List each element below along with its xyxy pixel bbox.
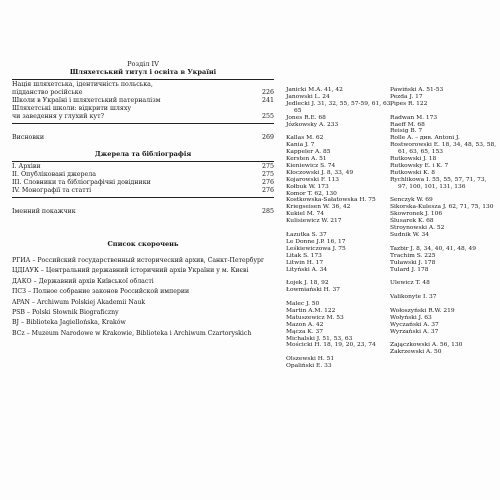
toc-entry-title: ІV. Монографії та статті <box>12 186 92 194</box>
abbreviation-code: ДАКО <box>12 277 32 285</box>
abbreviation-item <box>12 299 274 307</box>
index-entry[interactable]: Pipes R. 122 <box>390 100 428 107</box>
index-entry[interactable]: Pezda J. 17 <box>390 93 423 100</box>
index-entry[interactable]: Kieniewicz S. 74 <box>286 162 336 169</box>
toc-entry-page: 275 <box>261 171 274 179</box>
index-spacer <box>286 349 382 356</box>
index-entry[interactable]: Litwin H. 17 <box>286 259 324 266</box>
index-entry[interactable]: Lityński A. 34 <box>286 266 328 273</box>
toc-entry[interactable] <box>12 81 274 89</box>
index-entry[interactable]: Kersten A. 51 <box>286 156 327 163</box>
abbreviation-code: BCz <box>12 329 25 337</box>
index-entry[interactable]: Mazon A. 42 <box>286 321 324 328</box>
index-entry[interactable]: Rostworowski E. 18, 34, 48, 53, 58, <box>390 142 497 149</box>
index-spacer <box>286 273 382 280</box>
index-entry[interactable]: Reisig B. 7 <box>390 128 423 135</box>
index-entry[interactable]: Michalski J. 51, 53, 63 <box>286 335 353 342</box>
index-spacer <box>286 225 382 232</box>
index-column-1 <box>286 87 393 370</box>
abbreviation-description: – Biblioteka Jagiellońska, Kraków <box>21 319 126 327</box>
index-entry[interactable]: Trachim S. 225 <box>390 252 436 259</box>
index-entry[interactable]: Leśkiewiczowa J. 75 <box>286 245 346 252</box>
abbreviation-code: РГИА <box>12 257 31 265</box>
index-entry[interactable]: Rutkowski J. 18 <box>390 156 437 163</box>
index-entry[interactable]: Skowronek J. 106 <box>390 211 443 218</box>
index-entry[interactable]: Senczyk W. 69 <box>390 197 433 204</box>
index-entry[interactable]: Raeff M. 68 <box>390 121 425 128</box>
index-entry[interactable]: Sikorska-Kulesza J. 62, 71, 75, 130 <box>390 204 494 211</box>
index-spacer <box>286 128 382 135</box>
toc-entry-page: 276 <box>261 178 274 186</box>
toc-entry-title: підданство російське <box>12 89 83 97</box>
toc-list <box>12 81 274 121</box>
toc-entry[interactable] <box>12 89 274 97</box>
index-entry[interactable]: Mącza K. 37 <box>286 328 323 335</box>
abbreviation-item <box>12 267 274 275</box>
index-entry[interactable]: Janowski L. 24 <box>286 93 330 100</box>
index-entry[interactable]: Wyrzański A. 37 <box>390 328 439 335</box>
toc-entry-title: Висновки <box>12 133 45 141</box>
toc-entry-title: Нація шляхетська, ідентичність польська, <box>12 81 153 89</box>
abbreviation-item <box>12 278 274 286</box>
abbreviation-code: ЦДІАУК <box>12 267 39 275</box>
index-entry[interactable]: Jedlecki J. 31, 32, 55, 57-59, 61, 63, <box>286 100 393 107</box>
index-entry[interactable]: Kukiel M. 74 <box>286 211 325 218</box>
divider <box>12 161 274 162</box>
index-column-2 <box>390 87 496 356</box>
index-entry[interactable]: Sudnik W. 34 <box>390 232 429 238</box>
index-entry[interactable]: Tulard J. 178 <box>390 266 429 273</box>
abbreviation-item <box>12 257 274 265</box>
index-entry[interactable]: Wyczański A. 37 <box>390 321 439 328</box>
index-spacer <box>390 301 496 308</box>
index-entry[interactable]: Tazbir J. 8, 34, 40, 41, 48, 49 <box>390 245 477 252</box>
toc-entry[interactable] <box>12 163 274 171</box>
toc-conclusions[interactable] <box>12 134 274 142</box>
index-entry[interactable]: Kallas M. 62 <box>286 135 324 142</box>
toc-entry-page: 241 <box>261 97 274 105</box>
abbreviation-code: ПСЗ <box>12 288 26 296</box>
divider <box>12 197 274 198</box>
toc-name-index[interactable] <box>12 208 274 216</box>
index-entry[interactable]: Łojek J. 18, 92 <box>286 280 329 287</box>
index-entry[interactable]: Łazutka S. 37 <box>286 232 327 238</box>
abbreviation-description: – Полное собрание законов Российской империи <box>27 288 190 296</box>
index-entry[interactable]: Matuszewicz M. 53 <box>286 314 344 321</box>
index-spacer <box>390 191 496 198</box>
divider <box>12 79 274 80</box>
index-entry[interactable]: Józkowsky A. 233 <box>286 121 339 128</box>
abbreviation-description: – Державний архів Київської області <box>33 277 154 285</box>
index-entry[interactable]: Valikonyte I. 37 <box>390 294 437 301</box>
sources-list <box>12 163 274 195</box>
abbreviation-description: – Archiwum Polskiej Akademii Nauk <box>31 298 146 306</box>
section-subheading: Шляхетський титул і освіта в Україні <box>69 68 217 77</box>
index-entry[interactable]: Kłoczowski J. 8, 33, 49 <box>286 169 354 176</box>
index-entry[interactable]: Le Donne J.P. 16, 17 <box>286 238 346 245</box>
sources-heading: Джерела та бібліографія <box>94 150 192 159</box>
index-entry[interactable]: Łowmiański H. 37 <box>286 287 341 294</box>
section-heading: Розділ IV <box>127 60 159 68</box>
index-entry[interactable]: Litak S. 173 <box>286 252 322 259</box>
index-spacer <box>286 294 382 301</box>
abbreviations-heading: Список скорочень <box>107 239 179 248</box>
toc-entry[interactable] <box>12 97 274 105</box>
index-spacer <box>390 336 496 343</box>
index-entry[interactable]: Kania J. 7 <box>286 142 315 149</box>
abbreviation-code: APAN <box>12 298 30 306</box>
index-entry[interactable]: Ulewicz T. 48 <box>390 280 430 287</box>
index-entry[interactable]: Mościcki H. 18, 19, 20, 23, 74 <box>286 342 376 349</box>
index-entry[interactable]: Pawiński A. 51-53 <box>390 87 444 93</box>
toc-entry[interactable] <box>12 179 274 187</box>
index-entry[interactable]: Kriegseisen W. 36, 42 <box>286 204 351 211</box>
toc-entry[interactable] <box>12 105 274 113</box>
toc-entry-page: 276 <box>261 186 274 194</box>
abbreviation-description: – Российский государственный исторический архив, Санкт-Петербург <box>32 257 265 265</box>
toc-entry[interactable] <box>12 113 274 121</box>
index-spacer <box>390 239 496 246</box>
toc-entry-title: Шляхетські школи: відкрити шляху <box>12 105 132 113</box>
index-spacer <box>390 108 496 115</box>
toc-entry-page: 275 <box>261 163 274 171</box>
toc-entry-title: ІІІ. Словники та бібліографічні довідники <box>12 178 151 186</box>
index-entry[interactable]: 97, 100, 101, 131, 136 <box>398 183 466 190</box>
index-entry[interactable]: Martin A.M. 122 <box>286 307 336 314</box>
index-entry[interactable]: Radwan M. 173 <box>390 114 438 121</box>
index-spacer <box>390 287 496 294</box>
toc-entry-title: чи заведення у глухий кут? <box>12 112 104 120</box>
index-entry[interactable]: Zakrzewski A. 50 <box>390 349 442 356</box>
index-entry[interactable]: Kulisiewicz W. 217 <box>286 218 342 225</box>
toc-entry-title: І. Архіви <box>12 163 41 171</box>
abbreviations-list <box>12 257 274 338</box>
toc-entry[interactable] <box>12 187 274 195</box>
index-entry[interactable]: Rutkowsky E. i K. 7 <box>390 162 449 169</box>
abbreviation-code: PSB <box>12 309 25 317</box>
toc-entry-title: Школи в Україні і шляхетський патерналізм <box>12 97 161 105</box>
toc-entry-title: Іменний покажчик <box>12 207 76 215</box>
abbreviation-item <box>12 330 274 338</box>
toc-entry-page: 226 <box>261 89 274 97</box>
index-entry[interactable]: Janicki M.A. 41, 42 <box>286 87 343 93</box>
abbreviation-item <box>12 288 274 296</box>
index-entry[interactable]: Kostkowska-Sałatowska H. 75 <box>286 197 376 204</box>
abbreviation-description: – Polski Słownik Biograficzny <box>26 309 119 317</box>
contents-area <box>12 60 274 340</box>
abbreviation-description: – Muzeum Narodowe w Krakowie, Biblioteka i Archiwum Czartoryskich <box>26 329 252 337</box>
index-entry[interactable]: 65 <box>294 107 302 114</box>
abbreviation-item <box>12 319 274 327</box>
index-entry[interactable]: Tuławski J. 178 <box>390 259 436 266</box>
abbreviation-item <box>12 309 274 317</box>
index-entry[interactable]: Zajączkowski A. 56, 130 <box>390 342 463 349</box>
index-entry[interactable]: Malec J. 50 <box>286 301 320 308</box>
index-entry[interactable]: Ślusarek K. 68 <box>390 218 434 225</box>
index-entry[interactable]: Rutkowski K. 8 <box>390 169 435 176</box>
toc-entry-page: 269 <box>261 133 274 141</box>
toc-entry-page: 255 <box>261 112 274 120</box>
toc-entry-page: 285 <box>261 207 274 215</box>
index-entry[interactable]: Rychlikowa I. 55, 55, 57, 71, 73, <box>390 176 487 183</box>
index-entry[interactable]: 61, 63, 65, 153 <box>398 149 443 156</box>
abbreviation-description: – Центральний державний історичний архів України у м. Києві <box>40 267 249 275</box>
index-spacer <box>390 273 496 280</box>
index-entry[interactable]: Wołyński J. 63 <box>390 314 432 321</box>
toc-entry[interactable] <box>12 171 274 179</box>
abbreviation-code: BJ <box>12 319 20 327</box>
index-entry[interactable]: Kojarowski F. 113 <box>286 176 340 183</box>
index-entry[interactable]: Stroynowski A. 52 <box>390 225 445 232</box>
index-entry[interactable]: Rolle A. – див. Antoni J. <box>390 135 460 142</box>
index-entry[interactable]: Kappeler A. 85 <box>286 149 331 156</box>
index-entry[interactable]: Wołoszyński R.W. 219 <box>390 307 455 314</box>
index-entry[interactable]: Jones R.E. 68 <box>286 114 326 121</box>
divider <box>12 123 274 124</box>
toc-entry-title: ІІ. Опубліковані джерела <box>12 171 96 179</box>
index-entry[interactable]: Olszewski H. 51 <box>286 356 335 363</box>
index-entry[interactable]: Kołbuk W. 173 <box>286 183 329 190</box>
index-entry[interactable]: Komor T. 62, 130 <box>286 190 337 197</box>
index-entry[interactable]: Opaliński E. 33 <box>286 363 332 370</box>
